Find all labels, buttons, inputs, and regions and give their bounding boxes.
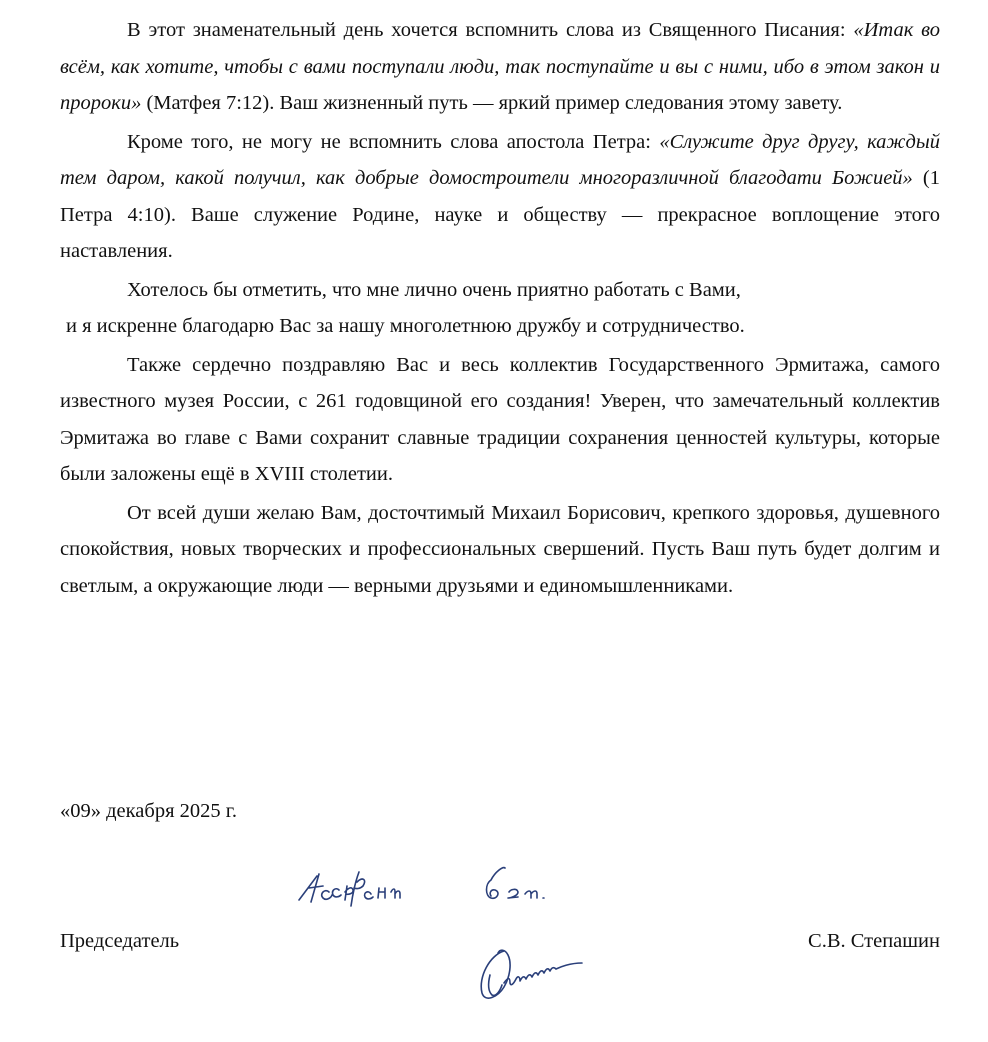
- paragraph-4: [60, 347, 940, 493]
- paragraph-2: [60, 124, 940, 270]
- paragraph-2-text-a: Кроме того, не могу не вспомнить слова апостола Петра:: [127, 130, 660, 153]
- paragraph-5: [60, 495, 940, 605]
- paragraph-3-line-2: и я искренне благодарю Вас за нашу многолетнюю дружбу и сотрудничество.: [66, 315, 745, 337]
- letter-body: [60, 12, 940, 606]
- signatory-role: Председатель: [60, 930, 180, 952]
- signature: [470, 945, 645, 1003]
- signatory-name: С.В. Степашин: [808, 930, 940, 952]
- handwritten-note: [295, 858, 625, 918]
- paragraph-2-text-b: (1 Петра 4:10). Ваше служение Родине, науке и обществу — прекрасное воплощение этого наставления.: [60, 167, 941, 262]
- paragraph-3-line-1: Хотелось бы отметить, что мне лично очень приятно работать с Вами,: [127, 278, 741, 301]
- paragraph-5-text: От всей души желаю Вам, досточтимый Михаил Борисович, крепкого здоровья, душевного спокойствия, новых творческих и профессиональных свершений. Пусть Ваш путь будет долгим и светлым, а окружающие люди — верными друзьями и единомышленниками.: [60, 501, 940, 597]
- paragraph-1-text-a: В этот знаменательный день хочется вспомнить слова из Священного Писания:: [127, 19, 854, 41]
- paragraph-1-quote: «Итак во всём, как хотите, чтобы с вами поступали люди, так поступайте и вы с ними, ибо в этом закон и пророки»: [60, 19, 940, 114]
- paragraph-1-text-b: (Матфея 7:12). Ваш жизненный путь — яркий пример следования этому завету.: [141, 92, 843, 114]
- paragraph-3: [60, 272, 940, 345]
- paragraph-2-quote: «Служите друг другу, каждый тем даром, какой получил, как добрые домостроители многоразличной благодати Божией»: [60, 130, 940, 189]
- paragraph-4-text: Также сердечно поздравляю Вас и весь коллектив Государственного Эрмитажа, самого известного музея России, с 261 годовщиной его создания! Уверен, что замечательный коллектив Эрмитажа во главе с Вами сохранит славные традиции сохранения ценностей культуры, которые были заложены ещё в XVIII столетии.: [60, 353, 940, 485]
- paragraph-1: [60, 12, 940, 122]
- letter-date: «09» декабря 2025 г.: [60, 800, 237, 822]
